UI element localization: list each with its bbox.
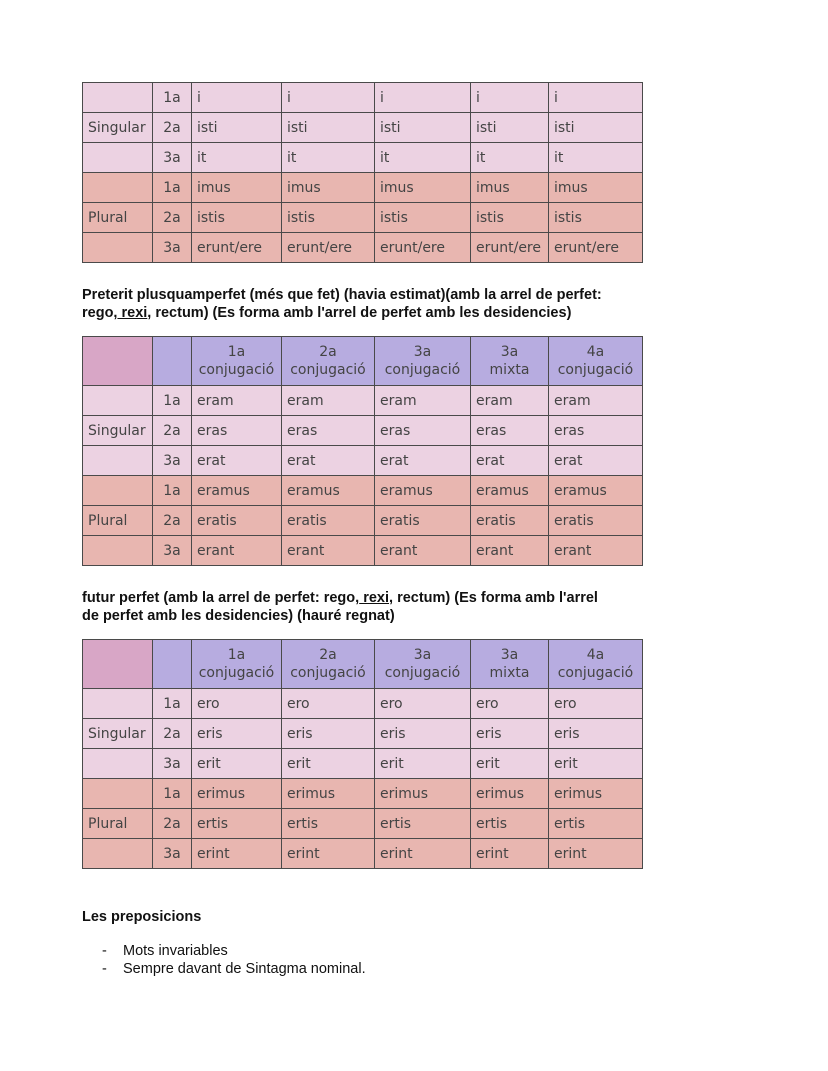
ending-cell: erant — [375, 536, 471, 566]
number-label — [83, 83, 153, 113]
ending-cell: istis — [471, 203, 549, 233]
prepositions-heading: Les preposicions — [82, 909, 202, 925]
column-header-label: conjugació — [557, 665, 634, 681]
future-perfect-heading-line2: de perfet amb les desidencies) (hauré regnat) — [82, 608, 395, 624]
ending-cell: imus — [375, 173, 471, 203]
number-label — [83, 173, 153, 203]
ending-cell: erimus — [549, 779, 643, 809]
table-row — [83, 233, 643, 263]
table-row — [83, 719, 643, 749]
column-header-label: conjugació — [290, 362, 366, 378]
person-label: 3a — [153, 749, 192, 779]
person-label: 1a — [153, 779, 192, 809]
header-blank — [153, 640, 192, 689]
ending-cell: istis — [282, 203, 375, 233]
column-header — [282, 337, 375, 386]
pluperfect-heading-line1: Preterit plusquamperfet (més que fet) (havia estimat)(amb la arrel de perfet: — [82, 287, 602, 303]
ending-cell: erint — [282, 839, 375, 869]
person-label: 3a — [153, 839, 192, 869]
column-header-label: conjugació — [384, 665, 461, 681]
table-row — [83, 446, 643, 476]
column-header-label: mixta — [489, 362, 530, 378]
person-label: 2a — [153, 809, 192, 839]
column-header-label: conjugació — [557, 362, 634, 378]
ending-cell: eram — [192, 386, 282, 416]
ending-cell: eram — [549, 386, 643, 416]
column-header-number: 3a — [413, 647, 432, 663]
ending-cell: i — [192, 83, 282, 113]
header-corner — [83, 640, 153, 689]
ending-cell: eratis — [375, 506, 471, 536]
ending-cell: erunt/ere — [282, 233, 375, 263]
number-label: Singular — [83, 416, 153, 446]
ending-cell: erunt/ere — [375, 233, 471, 263]
ending-cell: ertis — [549, 809, 643, 839]
column-header-number: 4a — [586, 647, 605, 663]
column-header — [471, 640, 549, 689]
ending-cell: eris — [375, 719, 471, 749]
person-label: 2a — [153, 113, 192, 143]
person-label: 2a — [153, 506, 192, 536]
ending-cell: eramus — [375, 476, 471, 506]
column-header — [375, 640, 471, 689]
column-header-label: mixta — [489, 665, 530, 681]
ending-cell: eris — [192, 719, 282, 749]
number-label — [83, 779, 153, 809]
person-label: 2a — [153, 719, 192, 749]
pluperfect-heading-line2: rego, rexi, rectum) (Es forma amb l'arrel de perfet amb les desidencies) — [82, 305, 572, 321]
number-label — [83, 233, 153, 263]
column-header — [282, 640, 375, 689]
table-row — [83, 536, 643, 566]
number-label: Plural — [83, 506, 153, 536]
ending-cell: eram — [375, 386, 471, 416]
table-row — [83, 506, 643, 536]
table-row — [83, 143, 643, 173]
person-label: 2a — [153, 416, 192, 446]
ending-cell: it — [471, 143, 549, 173]
ending-cell: ertis — [375, 809, 471, 839]
ending-cell: erat — [549, 446, 643, 476]
column-header-label: conjugació — [198, 362, 275, 378]
future-perfect-table — [82, 639, 643, 869]
ending-cell: erint — [375, 839, 471, 869]
ending-cell: eris — [282, 719, 375, 749]
ending-cell: istis — [192, 203, 282, 233]
ending-cell: i — [282, 83, 375, 113]
ending-cell: ero — [549, 689, 643, 719]
ending-cell: eramus — [471, 476, 549, 506]
table-row — [83, 173, 643, 203]
table-row — [83, 416, 643, 446]
table-row — [83, 689, 643, 719]
ending-cell: istis — [549, 203, 643, 233]
ending-cell: eras — [192, 416, 282, 446]
number-label: Singular — [83, 113, 153, 143]
ending-cell: erat — [282, 446, 375, 476]
ending-cell: istis — [375, 203, 471, 233]
ending-cell: ertis — [282, 809, 375, 839]
header-blank — [153, 337, 192, 386]
ending-cell: eramus — [549, 476, 643, 506]
ending-cell: eram — [282, 386, 375, 416]
ending-cell: erint — [549, 839, 643, 869]
prepositions-list — [102, 942, 366, 978]
ending-cell: erit — [282, 749, 375, 779]
ending-cell: erint — [471, 839, 549, 869]
table-row — [83, 203, 643, 233]
ending-cell: erat — [192, 446, 282, 476]
ending-cell: erunt/ere — [471, 233, 549, 263]
ending-cell: erant — [282, 536, 375, 566]
column-header-number: 2a — [319, 344, 337, 360]
ending-cell: ero — [282, 689, 375, 719]
ending-cell: it — [282, 143, 375, 173]
ending-cell: ero — [192, 689, 282, 719]
person-label: 1a — [153, 83, 192, 113]
ending-cell: isti — [471, 113, 549, 143]
number-label — [83, 839, 153, 869]
column-header — [375, 337, 471, 386]
ending-cell: eras — [549, 416, 643, 446]
number-label: Singular — [83, 719, 153, 749]
column-header-label: conjugació — [290, 665, 366, 681]
ending-cell: i — [549, 83, 643, 113]
column-header — [192, 640, 282, 689]
ending-cell: eras — [282, 416, 375, 446]
ending-cell: erat — [375, 446, 471, 476]
ending-cell: erit — [375, 749, 471, 779]
ending-cell: erit — [549, 749, 643, 779]
ending-cell: erimus — [192, 779, 282, 809]
number-label — [83, 749, 153, 779]
number-label — [83, 476, 153, 506]
number-label — [83, 689, 153, 719]
ending-cell: erat — [471, 446, 549, 476]
table-row — [83, 779, 643, 809]
ending-cell: erant — [549, 536, 643, 566]
person-label: 1a — [153, 689, 192, 719]
person-label: 1a — [153, 173, 192, 203]
ending-cell: eram — [471, 386, 549, 416]
ending-cell: eris — [549, 719, 643, 749]
column-header — [549, 337, 643, 386]
column-header-number: 1a — [227, 647, 246, 663]
column-header-number: 4a — [586, 344, 605, 360]
column-header — [471, 337, 549, 386]
person-label: 3a — [153, 536, 192, 566]
ending-cell: isti — [192, 113, 282, 143]
ending-cell: ertis — [192, 809, 282, 839]
column-header-number: 3a — [500, 344, 519, 360]
number-label — [83, 143, 153, 173]
pluperfect-table — [82, 336, 643, 566]
ending-cell: imus — [192, 173, 282, 203]
ending-cell: isti — [375, 113, 471, 143]
ending-cell: erit — [192, 749, 282, 779]
column-header-number: 1a — [227, 344, 246, 360]
ending-cell: imus — [471, 173, 549, 203]
person-label: 1a — [153, 386, 192, 416]
column-header-number: 3a — [500, 647, 519, 663]
column-header-label: conjugació — [198, 665, 275, 681]
ending-cell: it — [375, 143, 471, 173]
ending-cell: imus — [549, 173, 643, 203]
future-perfect-heading — [82, 589, 642, 625]
number-label: Plural — [83, 203, 153, 233]
column-header — [192, 337, 282, 386]
ending-cell: erimus — [471, 779, 549, 809]
future-perfect-heading-line1: futur perfet (amb la arrel de perfet: rego, rexi, rectum) (Es forma amb l'arrel — [82, 590, 598, 606]
column-header — [549, 640, 643, 689]
ending-cell: erant — [192, 536, 282, 566]
ending-cell: eramus — [192, 476, 282, 506]
column-header-number: 2a — [319, 647, 337, 663]
ending-cell: eratis — [282, 506, 375, 536]
ending-cell: it — [192, 143, 282, 173]
person-label: 3a — [153, 446, 192, 476]
column-header-label: conjugació — [384, 362, 461, 378]
ending-cell: erunt/ere — [549, 233, 643, 263]
pluperfect-heading — [82, 286, 642, 322]
table-row — [83, 386, 643, 416]
number-label: Plural — [83, 809, 153, 839]
ending-cell: erimus — [282, 779, 375, 809]
number-label — [83, 386, 153, 416]
ending-cell: eras — [375, 416, 471, 446]
ending-cell: it — [549, 143, 643, 173]
table-row — [83, 749, 643, 779]
ending-cell: eras — [471, 416, 549, 446]
ending-cell: isti — [549, 113, 643, 143]
ending-cell: erunt/ere — [192, 233, 282, 263]
ending-cell: imus — [282, 173, 375, 203]
ending-cell: i — [471, 83, 549, 113]
ending-cell: erint — [192, 839, 282, 869]
number-label — [83, 446, 153, 476]
number-label — [83, 536, 153, 566]
person-label: 1a — [153, 476, 192, 506]
ending-cell: eratis — [549, 506, 643, 536]
ending-cell: erimus — [375, 779, 471, 809]
ending-cell: ero — [375, 689, 471, 719]
ending-cell: erant — [471, 536, 549, 566]
person-label: 3a — [153, 233, 192, 263]
header-corner — [83, 337, 153, 386]
list-item: - Mots invariables — [102, 943, 228, 959]
table-row — [83, 83, 643, 113]
ending-cell: eris — [471, 719, 549, 749]
ending-cell: erit — [471, 749, 549, 779]
ending-cell: ero — [471, 689, 549, 719]
person-label: 3a — [153, 143, 192, 173]
ending-cell: eratis — [471, 506, 549, 536]
ending-cell: eramus — [282, 476, 375, 506]
table-row — [83, 809, 643, 839]
perfect-endings-table — [82, 82, 643, 263]
ending-cell: i — [375, 83, 471, 113]
table-row — [83, 839, 643, 869]
table-row — [83, 476, 643, 506]
table-row — [83, 113, 643, 143]
column-header-number: 3a — [413, 344, 432, 360]
list-item: - Sempre davant de Sintagma nominal. — [102, 961, 366, 977]
ending-cell: ertis — [471, 809, 549, 839]
person-label: 2a — [153, 203, 192, 233]
ending-cell: eratis — [192, 506, 282, 536]
ending-cell: isti — [282, 113, 375, 143]
